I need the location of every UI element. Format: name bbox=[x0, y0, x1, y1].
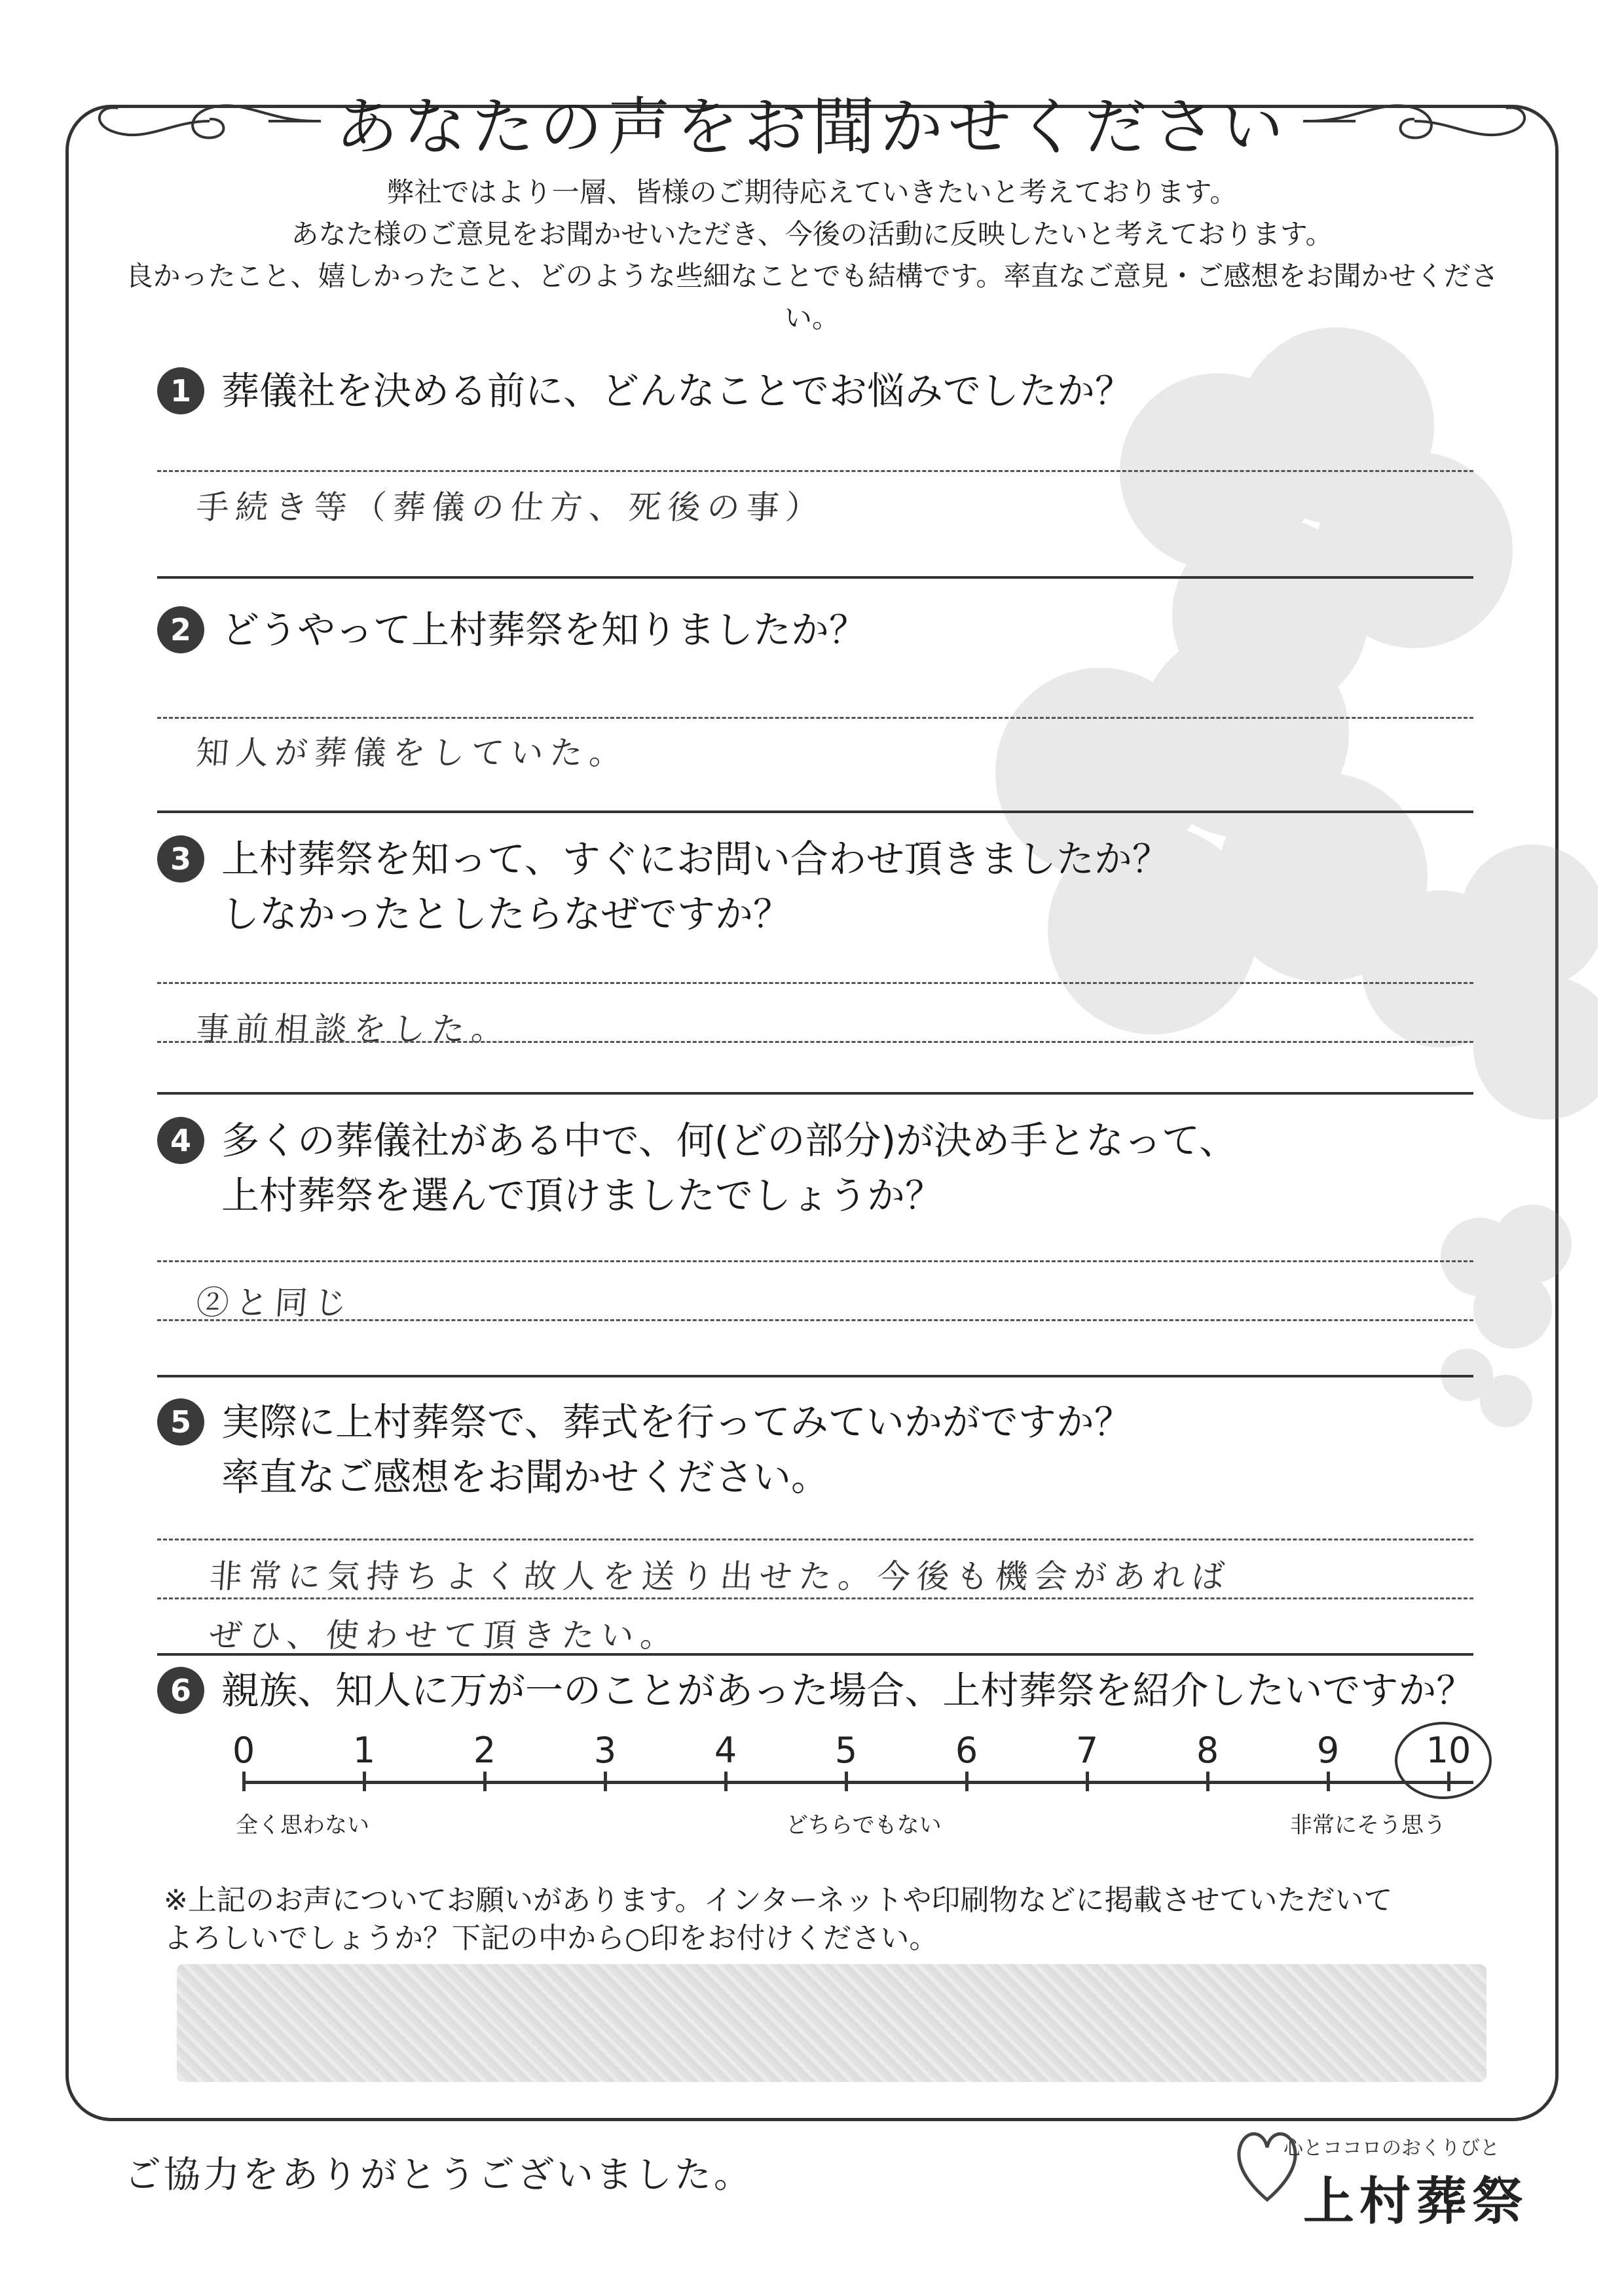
logo-tagline: 心とココロのおくりびと bbox=[1283, 2137, 1500, 2160]
redacted-area bbox=[177, 1964, 1486, 2082]
answer-2: 知人が葬儀をしていた。 bbox=[194, 734, 630, 772]
question-text: 実際に上村葬祭で、葬式を行ってみていかがですか？ 率直なご感想をお聞かせください。 bbox=[221, 1400, 1132, 1499]
answer-line bbox=[157, 470, 1473, 472]
scale-label-mid: どちらでもない bbox=[786, 1812, 942, 1838]
question-2 bbox=[157, 602, 867, 657]
question-number: 6 bbox=[157, 1667, 204, 1714]
answer-line bbox=[157, 1319, 1473, 1321]
scale-tick-label: 4 bbox=[714, 1730, 737, 1771]
scale-tick-label: 10 bbox=[1426, 1730, 1471, 1771]
scale-tick bbox=[363, 1772, 366, 1791]
answer-line bbox=[157, 717, 1473, 719]
scale-tick bbox=[1206, 1772, 1209, 1791]
scale-tick bbox=[604, 1772, 607, 1791]
scale-tick bbox=[242, 1772, 246, 1791]
question-5 bbox=[157, 1394, 1132, 1504]
scale-label-high: 非常にそう思う bbox=[1290, 1812, 1446, 1838]
scale-tick bbox=[1086, 1772, 1089, 1791]
scale-tick-label: 2 bbox=[473, 1730, 496, 1771]
logo-name: 上村葬祭 bbox=[1303, 2172, 1529, 2231]
scale-tick-label: 3 bbox=[593, 1730, 617, 1771]
scale-tick-label: 6 bbox=[955, 1730, 978, 1771]
answer-line bbox=[157, 1041, 1473, 1043]
scale-tick-label: 8 bbox=[1196, 1730, 1219, 1771]
answer-line bbox=[157, 982, 1473, 984]
answer-3: 事前相談をした。 bbox=[194, 1010, 512, 1048]
question-text: 多くの葬儀社がある中で、何(どの部分)が決め手となって、 上村葬祭を選んで頂けましたでしょうか？ bbox=[221, 1118, 1237, 1218]
question-text: どうやって上村葬祭を知りましたか？ bbox=[221, 608, 868, 652]
question-text: 上村葬祭を知って、すぐにお問い合わせ頂きましたか？ しなかったとしたらなぜですか？ bbox=[221, 837, 1170, 936]
scale-label-low: 全く思わない bbox=[236, 1812, 369, 1838]
question-6 bbox=[157, 1663, 1474, 1718]
section-divider bbox=[157, 1375, 1473, 1377]
answer-1: 手続き等（葬儀の仕方、死後の事） bbox=[194, 488, 826, 526]
scale-tick bbox=[724, 1772, 728, 1791]
rating-scale bbox=[232, 1730, 1473, 1838]
answer-line bbox=[157, 1539, 1473, 1540]
answer-4: ②と同じ bbox=[194, 1284, 355, 1322]
scale-tick-label: 0 bbox=[232, 1730, 255, 1771]
question-3 bbox=[157, 831, 1170, 941]
scale-tick-label: 7 bbox=[1075, 1730, 1099, 1771]
scale-axis bbox=[242, 1781, 1473, 1784]
intro-text: 弊社ではより一層、皆様のご期待応えていきたいと考えております。 あなた様のご意見をお聞かせいただき、今後の活動に反映したいと考えております。 良かったこと、嬉しかったこと、どのような些細なことでも結構です。率直なご意見・ご感想をお聞かせください。 bbox=[125, 176, 1499, 334]
selected-rating-circle bbox=[1395, 1722, 1492, 1799]
page-title: あなたの声をお聞かせください bbox=[335, 90, 1289, 164]
thank-you-text: ご協力をありがとうございました。 bbox=[124, 2154, 753, 2196]
question-1 bbox=[157, 363, 1133, 418]
section-divider bbox=[157, 1092, 1473, 1095]
question-4 bbox=[157, 1113, 1237, 1223]
scale-tick-label: 9 bbox=[1316, 1730, 1340, 1771]
scale-tick-label: 5 bbox=[834, 1730, 858, 1771]
publication-note: ※上記のお声についてお願いがあります。インターネットや印刷物などに掲載させていただいて よろしいでしょうか？下記の中から○印をお付けください。 bbox=[164, 1884, 1393, 1955]
answer-line bbox=[157, 1597, 1473, 1599]
section-divider bbox=[157, 576, 1473, 579]
question-text: 葬儀社を決める前に、どんなことでお悩みでしたか？ bbox=[221, 369, 1134, 413]
answer-line bbox=[157, 1260, 1473, 1262]
scale-tick-label: 1 bbox=[352, 1730, 376, 1771]
answer-5-line-2: ぜひ、使わせて頂きたい。 bbox=[208, 1616, 681, 1654]
question-number: 5 bbox=[157, 1398, 204, 1446]
section-divider bbox=[157, 1653, 1473, 1656]
answer-5-line-1: 非常に気持ちよく故人を送り出せた。今後も機会があれば bbox=[208, 1558, 1232, 1595]
question-number: 2 bbox=[157, 606, 204, 653]
scale-tick bbox=[483, 1772, 487, 1791]
question-number: 1 bbox=[157, 367, 204, 414]
question-number: 4 bbox=[157, 1117, 204, 1164]
question-number: 3 bbox=[157, 835, 204, 883]
scale-tick bbox=[965, 1772, 969, 1791]
section-divider bbox=[157, 811, 1473, 813]
scale-tick bbox=[845, 1772, 848, 1791]
question-text: 親族、知人に万が一のことがあった場合、上村葬祭を紹介したいですか？ bbox=[221, 1668, 1475, 1713]
scale-tick bbox=[1327, 1772, 1330, 1791]
